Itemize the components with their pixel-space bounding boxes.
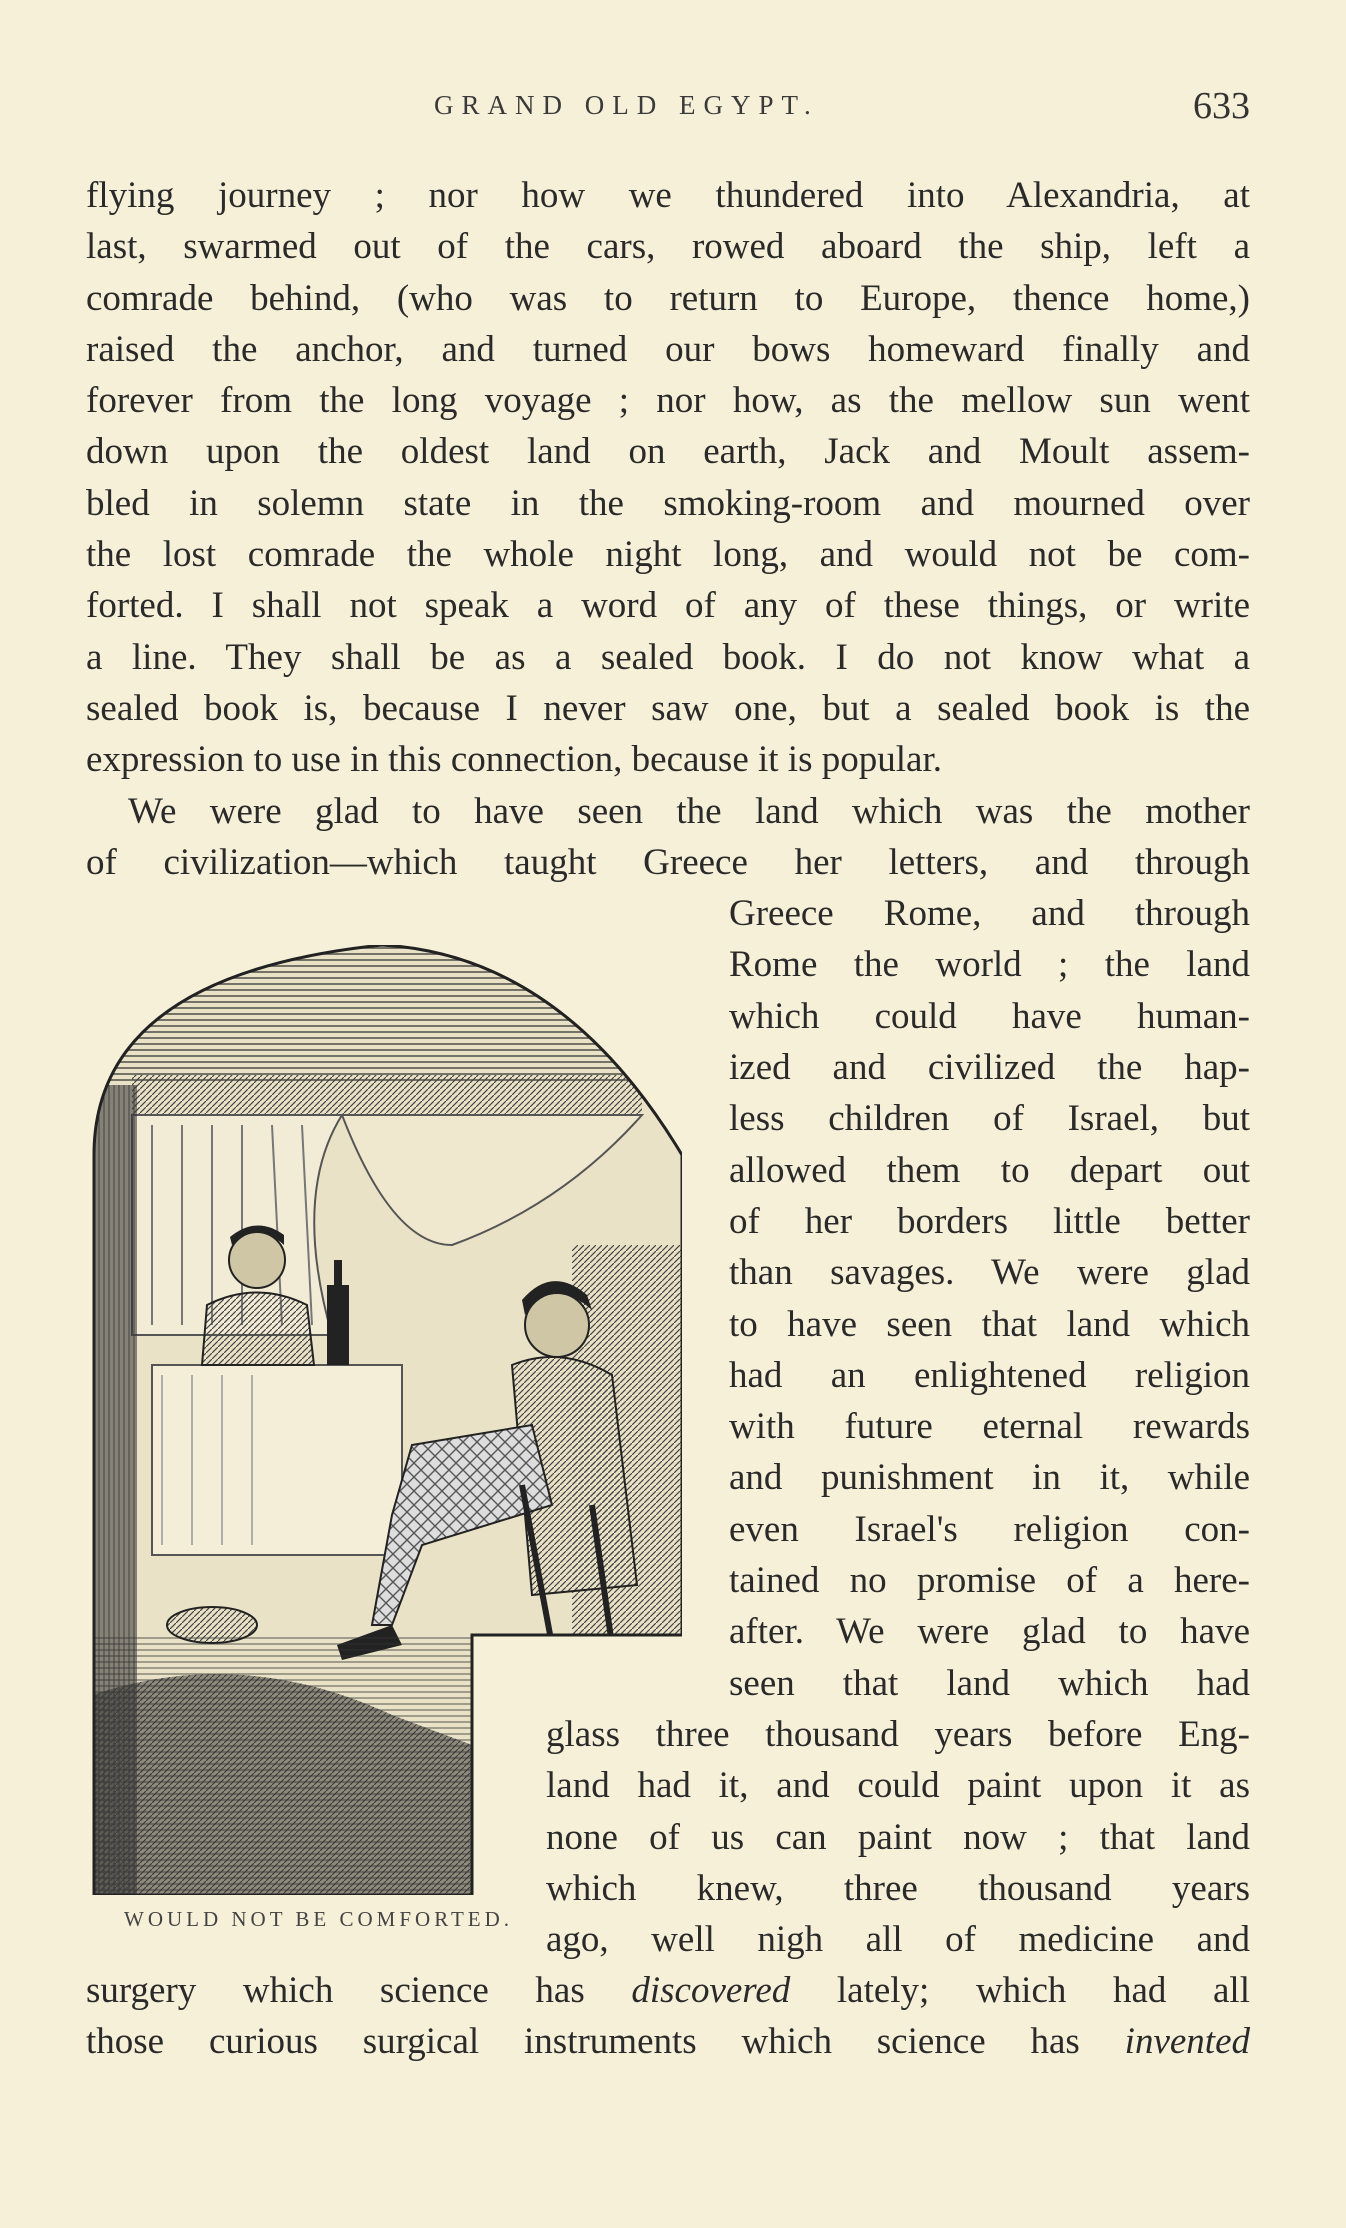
text-line: with future eternal rewards: [729, 1406, 1250, 1448]
text-run: lately; which had all: [790, 1970, 1250, 2012]
paragraph-1: [86, 170, 1250, 786]
text-line: forted. I shall not speak a word of any of these things, or write: [86, 585, 1250, 627]
text-line: forever from the long voyage ; nor how, as the mellow sun went: [86, 380, 1250, 422]
page-number: 633: [1193, 85, 1250, 127]
italic-run: discovered: [631, 1970, 791, 2012]
text-line: of civilization—which taught Greece her letters, and through: [86, 841, 1250, 883]
text-line: even Israel's religion con-: [729, 1508, 1250, 1550]
text-line: Greece Rome, and through: [729, 893, 1250, 935]
engraving-scene: [92, 945, 682, 1895]
text-line: than savages. We were glad: [729, 1252, 1250, 1294]
text-line: had an enlightened religion: [729, 1354, 1250, 1396]
text-line: the lost comrade the whole night long, and would not be com-: [86, 534, 1250, 576]
text-line: less children of Israel, but: [729, 1098, 1250, 1140]
italic-run: invented: [1124, 2021, 1250, 2063]
engraving-illustration: [92, 945, 682, 1895]
text-line: bled in solemn state in the smoking-room and mourned over: [86, 482, 1250, 524]
text-line: after. We were glad to have: [729, 1611, 1250, 1653]
text-line: raised the anchor, and turned our bows homeward finally and: [86, 328, 1250, 370]
text-run: those curious surgical instruments which science has: [86, 2021, 1125, 2063]
text-line: expression to use in this connection, because it is popular.: [86, 739, 942, 781]
text-line: glass three thousand years before Eng-: [546, 1714, 1250, 1756]
right-column-text: [729, 888, 1250, 1709]
text-line: last, swarmed out of the cars, rowed aboard the ship, left a: [86, 226, 1250, 268]
text-line: ized and civilized the hap-: [729, 1047, 1250, 1089]
text-line: seen that land which had: [729, 1662, 1250, 1704]
text-line: sealed book is, because I never saw one, but a sealed book is the: [86, 687, 1250, 729]
text-line: of her borders little better: [729, 1200, 1250, 1242]
illustration-caption: WOULD NOT BE COMFORTED.: [124, 1907, 514, 1931]
body-text: [86, 170, 1250, 2063]
text-line: flying journey ; nor how we thundered into Alexandria, at: [86, 175, 1250, 216]
text-run: surgery which science has: [86, 1970, 632, 2012]
paragraph-2: [86, 786, 1250, 889]
text-line: none of us can paint now ; that land: [546, 1816, 1250, 1858]
text-line: which could have human-: [729, 995, 1250, 1037]
text-line: land had it, and could paint upon it as: [546, 1765, 1250, 1807]
text-line: down upon the oldest land on earth, Jack and Moult assem-: [86, 431, 1250, 473]
text-line: [86, 2016, 1250, 2067]
text-line: allowed them to depart out: [729, 1149, 1250, 1191]
text-line: ago, well nigh all of medicine and: [546, 1919, 1250, 1961]
running-head: GRAND OLD EGYPT.: [434, 90, 819, 120]
text-line: to have seen that land which: [729, 1303, 1250, 1345]
text-line: We were glad to have seen the land which was the mother: [128, 790, 1250, 832]
text-line: and punishment in it, while: [729, 1457, 1250, 1499]
text-line: a line. They shall be as a sealed book. I do not know what a: [86, 636, 1250, 678]
text-line: comrade behind, (who was to return to Europe, thence home,): [86, 277, 1250, 319]
text-line: [86, 1965, 1250, 2016]
page-header: [86, 84, 1250, 134]
bottom-text: [86, 1965, 1250, 2068]
text-line: Rome the world ; the land: [729, 944, 1250, 986]
text-line: tained no promise of a here-: [729, 1560, 1250, 1602]
text-line: which knew, three thousand years: [546, 1868, 1250, 1910]
